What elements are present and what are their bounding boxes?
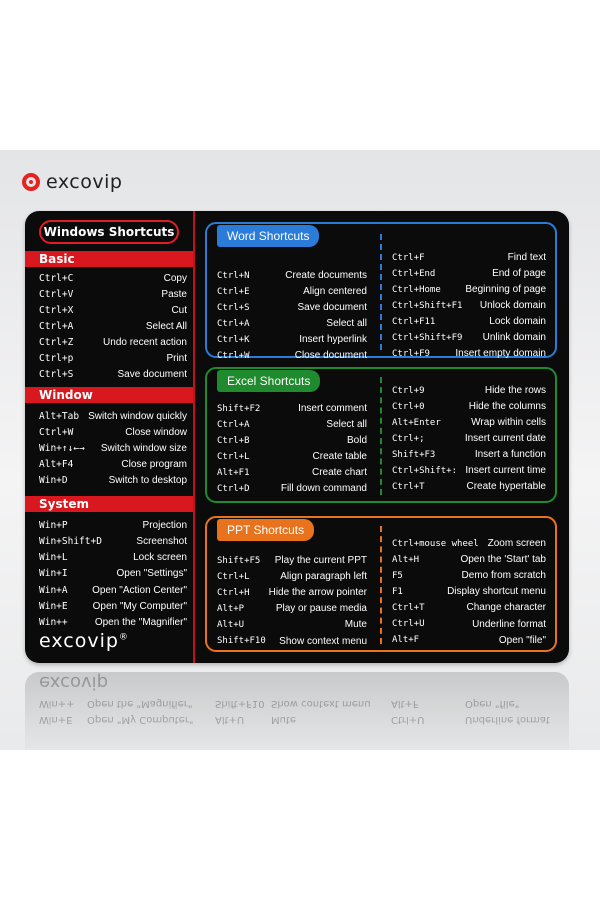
panel-separator-excel [380, 377, 382, 495]
shortcut-key: Ctrl+X [39, 304, 74, 316]
shortcut-description: Switch window quickly [88, 410, 187, 422]
shortcut-description: Create table [312, 451, 367, 462]
shortcut-row [392, 250, 546, 265]
brand-logo [22, 170, 122, 194]
panel-ppt [205, 516, 557, 652]
shortcut-description: Beginning of page [465, 284, 546, 295]
shortcut-row [217, 465, 367, 480]
shortcut-row [392, 415, 546, 430]
reflection-text: Open the "Magnifier" [87, 698, 193, 709]
shortcut-description: Wrap within cells [471, 417, 546, 428]
shortcut-row [39, 424, 187, 440]
shortcut-description: Find text [507, 252, 546, 263]
section-header-system: System [25, 496, 193, 512]
shortcut-description: Create chart [311, 467, 367, 478]
shortcut-description: Select all [326, 419, 367, 430]
reflection-text: Win++ [39, 698, 75, 709]
shortcut-description: Hide the columns [468, 401, 546, 412]
shortcut-description: Fill down command [280, 483, 367, 494]
reflection-text: Show context menu [271, 698, 371, 709]
shortcut-key: Shift+F3 [392, 449, 436, 460]
shortcut-key: Ctrl+E [217, 286, 250, 297]
shortcut-description: Open the 'Start' tab [460, 554, 546, 566]
shortcut-key: Ctrl+mouse wheel [392, 538, 479, 549]
shortcut-key: Ctrl+A [217, 419, 250, 430]
shortcut-description: Print [166, 352, 187, 364]
shortcut-row [217, 601, 367, 616]
shortcut-row [39, 286, 187, 302]
windows-shortcuts-title: Windows Shortcuts [39, 220, 179, 244]
shortcut-description: Create documents [285, 270, 367, 281]
shortcut-row [392, 447, 546, 462]
shortcut-description: Bold [346, 435, 367, 446]
shortcut-description: Open the "Magnifier" [94, 617, 187, 629]
shortcut-row [39, 318, 187, 334]
shortcut-description: Show context menu [279, 635, 367, 647]
shortcut-key: Alt+F4 [39, 459, 74, 471]
shortcut-description: Unlink domain [482, 332, 546, 343]
shortcut-description: Underline format [472, 618, 546, 630]
reflection-text: Alt+U [215, 714, 245, 725]
shortcut-row [217, 268, 367, 283]
shortcut-row [39, 566, 187, 582]
shortcut-row [217, 617, 367, 632]
shortcut-row [217, 585, 367, 600]
shortcut-row [217, 348, 367, 363]
shortcut-description: Play or pause media [275, 603, 367, 615]
shortcut-key: Ctrl+F [392, 252, 425, 263]
shortcut-description: Save document [117, 368, 187, 380]
shortcut-key: Ctrl+V [39, 288, 74, 300]
shortcut-row [392, 330, 546, 345]
section-header-window: Window [25, 387, 193, 403]
shortcut-row [217, 284, 367, 299]
shortcut-key: Ctrl+Home [392, 284, 441, 295]
footer-brand-name: excovip [39, 630, 119, 652]
shortcut-row [39, 517, 187, 533]
shortcut-description: Open "Action Center" [92, 584, 187, 596]
shortcut-description: Cut [171, 304, 187, 316]
panel-title-word: Word Shortcuts [217, 225, 319, 247]
column-divider [193, 211, 195, 663]
background-bottom [0, 750, 600, 900]
shortcut-row [39, 550, 187, 566]
shortcut-description: End of page [492, 268, 546, 279]
shortcut-key: Ctrl+p [39, 352, 74, 364]
shortcut-key: Alt+H [392, 554, 420, 565]
shortcut-row [39, 440, 187, 456]
shortcut-row [217, 569, 367, 584]
shortcut-key: Ctrl+T [392, 602, 425, 613]
shortcut-key: Ctrl+F9 [392, 348, 430, 359]
registered-mark: ® [118, 632, 129, 643]
shortcut-key: F5 [392, 570, 403, 581]
shortcut-key: Ctrl+S [217, 302, 250, 313]
shortcut-key: Win+E [39, 601, 68, 612]
reflection-content [25, 672, 569, 750]
shortcut-description: Zoom screen [487, 538, 546, 549]
shortcut-description: Switch to desktop [108, 475, 187, 487]
shortcut-row [392, 600, 546, 615]
shortcut-key: F1 [392, 586, 403, 597]
shortcut-key: Ctrl+F11 [392, 316, 436, 327]
shortcut-row [217, 316, 367, 331]
shortcut-description: Play the current PPT [274, 555, 367, 566]
shortcut-description: Hide the rows [484, 385, 546, 396]
shortcut-description: Hide the arrow pointer [268, 587, 367, 599]
shortcut-row [392, 266, 546, 281]
shortcut-description: Demo from scratch [461, 570, 546, 582]
shortcut-key: Ctrl+N [217, 270, 250, 281]
reflection-text: excovip [39, 672, 109, 693]
shortcut-key: Ctrl+A [217, 318, 250, 329]
shortcut-row [39, 408, 187, 424]
shortcut-row [39, 270, 187, 286]
shortcut-row [217, 332, 367, 347]
shortcut-row [217, 634, 367, 649]
shortcut-description: Insert empty domain [455, 348, 546, 359]
shortcut-row [217, 417, 367, 432]
shortcut-key: Alt+U [217, 619, 245, 630]
shortcut-row [392, 617, 546, 632]
shortcut-key: Alt+Enter [392, 417, 441, 428]
shortcut-key: Ctrl+L [217, 571, 250, 582]
shortcut-key: Shift+F10 [217, 636, 266, 646]
panel-title-excel: Excel Shortcuts [217, 370, 320, 392]
shortcut-description: Screenshot [136, 535, 187, 547]
shortcut-key: Alt+Tab [39, 410, 80, 422]
shortcut-row [39, 473, 187, 489]
shortcut-row [392, 346, 546, 361]
pad-reflection [25, 672, 569, 750]
shortcut-description: Close window [125, 426, 187, 438]
brand-name: excovip [46, 171, 123, 193]
panel-excel [205, 367, 557, 503]
reflection-text: Open "file" [465, 698, 520, 709]
shortcut-row [392, 536, 546, 551]
shortcut-row [392, 314, 546, 329]
shortcut-key: Alt+F1 [217, 467, 250, 478]
shortcut-key: Win+P [39, 519, 68, 531]
windows-shortcuts-column [25, 211, 193, 663]
shortcut-row [392, 584, 546, 599]
shortcut-key: Shift+F2 [217, 403, 261, 414]
reflection-text: Ctrl+U [391, 714, 425, 725]
shortcut-key: Ctrl+Shift+F1 [392, 300, 463, 311]
shortcut-key: Win+I [39, 568, 68, 580]
shortcut-row [392, 399, 546, 414]
shortcut-row [217, 401, 367, 416]
shortcut-description: Select All [145, 320, 187, 332]
shortcut-description: Open "file" [498, 634, 546, 646]
shortcut-key: Ctrl+Shift+: [392, 465, 458, 476]
shortcut-key: Ctrl+W [217, 350, 250, 361]
shortcut-key: Ctrl+D [217, 483, 250, 494]
shortcut-description: Paste [161, 288, 187, 300]
shortcut-key: Ctrl+0 [392, 401, 425, 412]
shortcut-key: Ctrl+T [392, 481, 425, 492]
shortcut-description: Switch window size [100, 442, 187, 454]
shortcut-description: Change character [466, 602, 546, 614]
shortcut-key: Ctrl+B [217, 435, 250, 446]
shortcut-key: Ctrl+End [392, 268, 436, 279]
shortcut-key: Win+A [39, 584, 68, 596]
shortcut-row [392, 383, 546, 398]
shortcut-description: Lock screen [133, 552, 187, 564]
shortcut-row [392, 568, 546, 583]
shortcut-row [217, 300, 367, 315]
shortcut-row [217, 481, 367, 496]
shortcut-row [392, 282, 546, 297]
shortcut-description: Lock domain [489, 316, 546, 327]
reflection-text: Open "My Computer" [87, 714, 194, 725]
shortcut-description: Save document [297, 302, 367, 313]
shortcut-description: Align centered [303, 286, 367, 297]
shortcut-row [392, 479, 546, 494]
shortcut-description: Open "Settings" [116, 568, 187, 580]
shortcut-key: Ctrl+L [217, 451, 250, 462]
shortcut-key: Ctrl+S [39, 368, 74, 380]
reflection-text: Alt+F [391, 698, 419, 709]
shortcut-row [217, 553, 367, 568]
reflection-text: Underline format [465, 714, 550, 725]
shortcut-row [39, 615, 187, 631]
shortcut-key: Alt+P [217, 603, 245, 614]
reflection-text: Win+E [39, 714, 73, 725]
shortcut-description: Align paragraph left [280, 571, 367, 583]
panel-separator-word [380, 234, 382, 350]
shortcut-key: Win+L [39, 552, 68, 564]
shortcut-description: Projection [142, 519, 187, 531]
shortcut-description: Display shortcut menu [447, 586, 546, 598]
shortcut-key: Ctrl+A [39, 320, 74, 332]
shortcut-row [217, 433, 367, 448]
shortcut-key: Ctrl+H [217, 587, 250, 598]
shortcut-key: Alt+F [392, 635, 420, 646]
shortcut-description: Copy [163, 272, 187, 284]
shortcut-description: Mute [344, 619, 367, 631]
shortcut-key: Ctrl+Z [39, 336, 74, 348]
shortcut-description: Insert comment [298, 403, 367, 414]
shortcut-description: Select all [326, 318, 367, 329]
footer-brand [39, 630, 129, 652]
shortcut-row [39, 599, 187, 615]
shortcut-row [392, 633, 546, 648]
shortcut-description: Insert current date [464, 433, 546, 444]
reflection-text: Mute [271, 714, 297, 725]
shortcut-key: Ctrl+9 [392, 385, 425, 396]
shortcut-key: Win++ [39, 617, 68, 629]
shortcut-description: Insert hyperlink [299, 334, 367, 345]
shortcut-key: Ctrl+; [392, 433, 425, 444]
mouse-pad [25, 211, 569, 663]
shortcut-description: Insert current time [465, 465, 546, 476]
shortcut-description: Undo recent action [103, 336, 187, 348]
shortcut-row [39, 302, 187, 318]
shortcut-description: Create hypertable [466, 481, 546, 492]
shortcut-row [39, 457, 187, 473]
shortcut-key: Win+Shift+D [39, 535, 102, 547]
shortcut-key: Shift+F5 [217, 555, 261, 566]
panel-word [205, 222, 557, 361]
shortcut-key: Win+↑↓←→ [39, 442, 85, 454]
reflection-text: Shift+F10 [215, 698, 265, 709]
shortcut-row [392, 298, 546, 313]
shortcut-description: Insert a function [474, 449, 546, 460]
shortcut-row [39, 366, 187, 382]
shortcut-row [39, 334, 187, 350]
shortcut-description: Unlock domain [479, 300, 546, 311]
shortcut-row [392, 552, 546, 567]
shortcut-row [39, 533, 187, 549]
shortcut-key: Ctrl+Shift+F9 [392, 332, 463, 343]
shortcut-row [39, 582, 187, 598]
shortcut-key: Ctrl+W [39, 426, 74, 438]
shortcut-row [39, 350, 187, 366]
shortcut-description: Close document [294, 350, 367, 361]
panel-title-ppt: PPT Shortcuts [217, 519, 314, 541]
panel-separator-ppt [380, 526, 382, 644]
shortcut-key: Ctrl+U [392, 619, 425, 629]
background-top [0, 0, 600, 150]
shortcut-row [217, 449, 367, 464]
shortcut-row [392, 431, 546, 446]
shortcut-row [392, 463, 546, 478]
shortcut-description: Close program [121, 459, 187, 471]
shortcut-key: Win+D [39, 475, 68, 487]
shortcut-description: Open "My Computer" [92, 601, 187, 612]
brand-mark-icon [22, 173, 40, 191]
shortcut-key: Ctrl+C [39, 272, 74, 284]
shortcut-key: Ctrl+K [217, 334, 250, 345]
section-header-basic: Basic [25, 251, 193, 267]
